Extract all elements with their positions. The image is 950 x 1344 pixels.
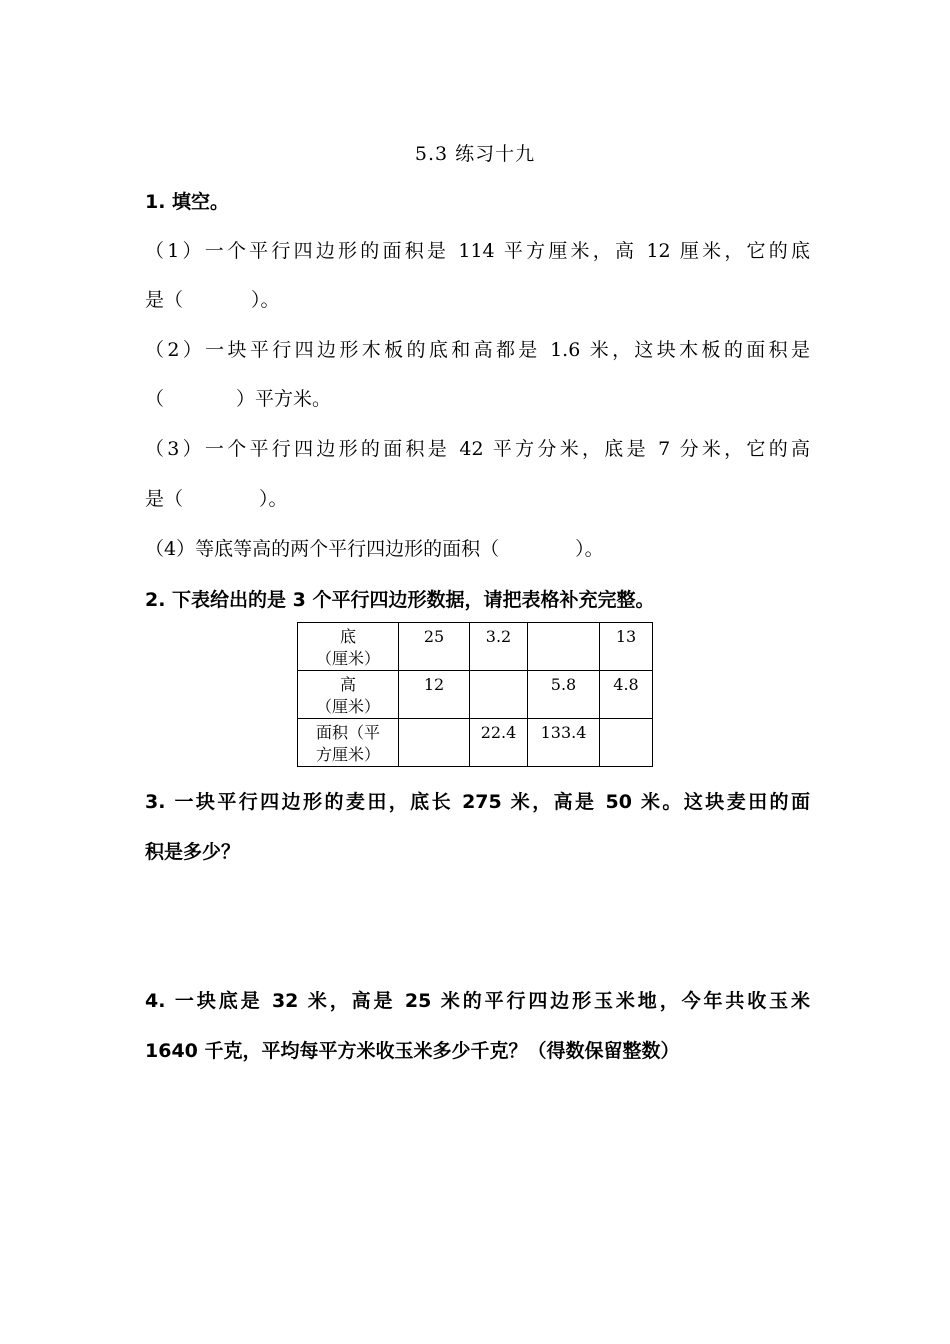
row-header-top: 面积（平 [315, 723, 380, 742]
q1-item1-suffix: ）。 [251, 289, 280, 311]
parallelogram-data-table [297, 622, 653, 767]
table-row-area [298, 719, 653, 767]
q4-line2: 1640 千克，平均每平方米收玉米多少千克？（得数保留整数） [145, 1040, 680, 1062]
q1-item1-line2 [145, 286, 810, 314]
q3-line2: 积是多少？ [145, 841, 241, 863]
table-cell-blank[interactable] [528, 623, 600, 671]
q1-item2-line2 [145, 385, 810, 413]
row-header-top: 高 [339, 675, 356, 694]
q1-item4-line1 [145, 535, 810, 563]
row-header-height [298, 671, 399, 719]
row-header-bottom: 方厘米） [315, 745, 380, 764]
q1-item2-suffix: ）平方米。 [236, 388, 332, 410]
row-header-base [298, 623, 399, 671]
q1-item4-suffix: ）。 [575, 538, 604, 560]
q2-heading: 2. 下表给出的是 3 个平行四边形数据，请把表格补充完整。 [145, 589, 655, 611]
row-header-top: 底 [339, 627, 356, 646]
q1-item2-prefix: （ [145, 388, 165, 410]
q1-item2-line1: （2）一块平行四边形木板的底和高都是 1.6 米，这块木板的面积是 [145, 339, 810, 361]
table-cell: 22.4 [470, 719, 528, 767]
q3-line1: 3. 一块平行四边形的麦田，底长 275 米，高是 50 米。这块麦田的面 [145, 791, 810, 813]
table-cell-blank[interactable] [600, 719, 653, 767]
row-header-area [298, 719, 399, 767]
row-header-bottom: （厘米） [315, 649, 380, 668]
table-cell: 12 [399, 671, 470, 719]
q1-item1-line1: （1）一个平行四边形的面积是 114 平方厘米，高 12 厘米，它的底 [145, 240, 810, 262]
q1-item4-prefix: （4）等底等高的两个平行四边形的面积（ [145, 538, 500, 560]
table-cell: 13 [600, 623, 653, 671]
q1-item1-prefix: 是（ [145, 289, 184, 311]
table-cell-blank[interactable] [399, 719, 470, 767]
q1-item3-suffix: ）。 [259, 488, 288, 510]
page-title: 5.3 练习十九 [414, 143, 536, 165]
q1-item3-line2 [145, 485, 810, 513]
table-cell: 4.8 [600, 671, 653, 719]
table-row-height [298, 671, 653, 719]
q4-line1: 4. 一块底是 32 米，高是 25 米的平行四边形玉米地，今年共收玉米 [145, 990, 810, 1012]
table-cell: 133.4 [528, 719, 600, 767]
q1-item3-prefix: 是（ [145, 488, 184, 510]
table-cell: 25 [399, 623, 470, 671]
table-cell: 3.2 [470, 623, 528, 671]
table-cell-blank[interactable] [470, 671, 528, 719]
q1-item3-line1: （3）一个平行四边形的面积是 42 平方分米，底是 7 分米，它的高 [145, 438, 810, 460]
row-header-bottom: （厘米） [315, 697, 380, 716]
q1-heading: 1. 填空。 [145, 191, 230, 213]
table-cell: 5.8 [528, 671, 600, 719]
table-row-base [298, 623, 653, 671]
